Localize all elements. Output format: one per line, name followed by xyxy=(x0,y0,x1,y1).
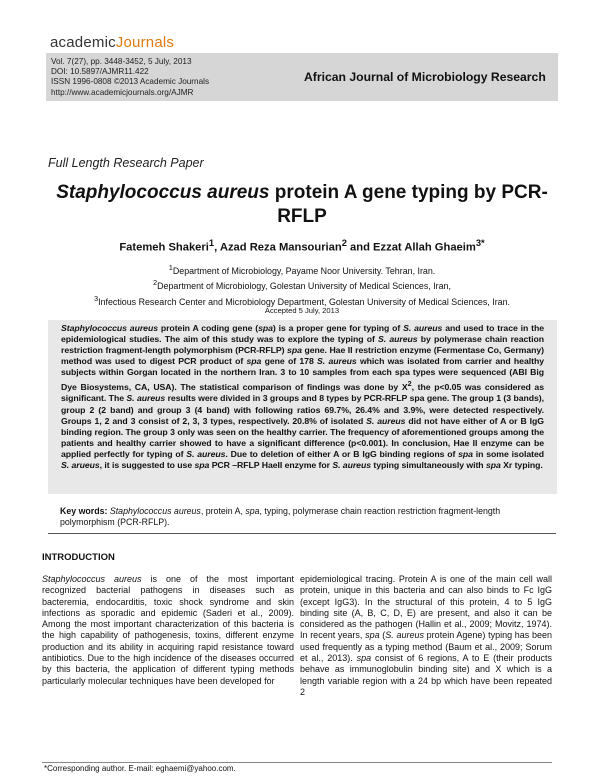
keywords-label: Key words: xyxy=(60,506,108,516)
affiliations xyxy=(48,262,556,308)
abstract-span: and used to trace in the epidemiological studies. The aim of this study was to explore the typing of xyxy=(61,323,544,345)
corresponding-author-footnote: *Corresponding author. E-mail: eghaemi@yahoo.com. xyxy=(44,764,236,773)
affiliation-sup: 1 xyxy=(168,263,173,272)
author-sup: 1 xyxy=(208,238,215,248)
author-name: , Azad Reza Mansourian xyxy=(214,241,342,254)
article-type: Full Length Research Paper xyxy=(48,156,204,170)
journal-name: African Journal of Microbiology Research xyxy=(304,70,546,84)
abstract-span: spa xyxy=(458,448,473,459)
body-span: ( xyxy=(379,630,386,641)
keywords xyxy=(60,506,548,528)
logo-text-journals: Journals xyxy=(115,34,175,51)
abstract-text xyxy=(48,320,557,471)
title-rest: protein A gene typing by PCR-RFLP xyxy=(269,182,548,227)
abstract-span: typing simultaneously with xyxy=(371,460,486,471)
affiliation-text: Department of Microbiology, Golestan University of Medical Sciences, Iran, xyxy=(157,281,451,292)
abstract-span: S. aureus xyxy=(378,334,418,345)
citation-url[interactable]: http://www.academicjournals.org/AJMR xyxy=(51,87,194,97)
abstract-span: S. aureus xyxy=(186,448,226,459)
affiliation-line xyxy=(48,262,556,277)
author-sup: 2 xyxy=(341,238,347,248)
journal-logo xyxy=(50,34,174,51)
abstract-span: Xr typing. xyxy=(500,460,543,471)
affiliation-sup: 2 xyxy=(153,278,158,288)
abstract-span: S. aureus xyxy=(317,356,357,367)
keyword-span: spa xyxy=(245,506,260,516)
accepted-date: Accepted 5 July, 2013 xyxy=(264,306,340,315)
author-list xyxy=(48,238,556,254)
abstract-box xyxy=(48,320,557,494)
abstract-span: , it is suggested to use xyxy=(99,460,195,471)
body-span: is one of the most important recognized bacterial pathogens in diseases such as bacteremia, endocarditis, toxic shock syndrome and skin infections as sporadic and epidemic (Saderi et al., 2009). Among the most important characterization of this bacteria is the high capability of pathogenesis, toxins, different enzyme production and its ability in acquiring rapid resistance toward antibiotics. Due to the high incidence of the diseases occurred by this bacteria, the application of different typing methods particularly molecular techniques have been developed for xyxy=(42,574,294,686)
abstract-span: gene of 178 xyxy=(261,356,318,367)
body-paragraph xyxy=(42,574,294,687)
body-span: spa xyxy=(356,653,372,664)
abstract-span: S. aureus xyxy=(366,415,406,426)
abstract-span: S. aureus xyxy=(332,460,371,471)
footnote-divider xyxy=(42,762,552,763)
citation-issn: ISSN 1996-0808 ©2013 Academic Journals xyxy=(51,77,210,87)
keyword-span: Staphylococcus aureus xyxy=(109,506,201,516)
body-column-right xyxy=(300,574,552,698)
body-paragraph xyxy=(300,574,552,698)
body-column-left xyxy=(42,574,294,687)
abstract-span: S. aureus xyxy=(126,393,166,404)
abstract-span: which was isolated from carrier and healthy subjects within Gorgan located in the northern Iran. 3 to 10 samples from each spa types were sequenced (ABI Big Dye Biosystems, CA, USA). The statistical comparison of findings was done by X xyxy=(61,356,544,393)
citation-volume: Vol. 7(27), pp. 3448-3452, 5 July, 2013 xyxy=(51,57,192,66)
abstract-span: results were divided in 3 groups and 8 types by PCR-RFLP spa gene. The group 1 (3 bands), group 2 (2 band) and group 3 (4 band) with following ratios 69.7%, 26.4% and 3.9%, were detected respectively. Groups 1, 2 and 3 consist of 2, 3, 3 types, respectively. 20.8% of isolated xyxy=(61,393,545,426)
author-sup: 3* xyxy=(475,238,485,248)
abstract-span: spa xyxy=(258,323,273,333)
author-name: and Ezzat Allah Ghaeim xyxy=(346,241,476,254)
citation-info xyxy=(51,57,209,98)
affiliation-sup: 3 xyxy=(93,293,99,303)
body-span: protein Agene) typing has been used frequently as a typing method (Baum et al., 2009; Sorum et al., 2013). xyxy=(300,630,553,664)
keyword-span: , protein A, xyxy=(200,506,246,516)
section-divider xyxy=(48,533,556,534)
citation-doi: DOI: 10.5897/AJMR11.422 xyxy=(51,67,149,77)
abstract-span: S. arueus xyxy=(61,460,100,471)
abstract-span: S. aureus xyxy=(403,323,443,333)
abstract-span: in some isolated xyxy=(472,448,545,459)
body-span: S. aureus xyxy=(385,630,424,641)
abstract-span: ) is a proper gene for typing of xyxy=(272,323,404,333)
body-span: consist of 6 regions, A to E (their products behave as immunoglobulin binding site) and X which is a length variable region with a 24 bp which have been repeated 2 xyxy=(300,653,552,697)
abstract-span: Staphylococcus aureus xyxy=(61,323,158,333)
abstract-span: spa xyxy=(485,460,501,471)
body-span: epidemiological tracing. Protein A is one of the main cell wall protein, unique in this bacteria and can also binds to Fc IgG (except IgG3). In the structural of this protein, 4 to 5 IgG binding site (A, B, C, D, E) are present, and also it can be considered as the pathogen (Hallin et al., 2009; Movitz, 1974). In recent years, xyxy=(300,574,552,641)
affiliation-line xyxy=(48,277,556,292)
abstract-span: spa xyxy=(287,345,302,356)
affiliation-text: Infectious Research Center and Microbiology Department, Golestan University of Medical Sciences, Iran. xyxy=(98,296,510,307)
author-name: Fatemeh Shakeri xyxy=(119,241,209,254)
abstract-span: , the p<0.05 was considered as significant. The xyxy=(61,382,544,404)
abstract-span: gene. Hae II restriction enzyme (Fermentase Co, Germany) method was used to digest PCR product of xyxy=(61,345,545,367)
abstract-span: spa xyxy=(194,460,210,471)
abstract-sup: 2 xyxy=(407,379,412,389)
affiliation-text: Department of Microbiology, Payame Noor University. Tehran, Iran. xyxy=(172,265,436,276)
abstract-span: PCR –RFLP HaeII enzyme for xyxy=(209,460,333,471)
logo-text-academic: academic xyxy=(50,34,116,51)
body-span: spa xyxy=(365,630,380,641)
abstract-span: . Due to deletion of either A or B IgG binding regions of xyxy=(225,448,459,459)
journal-header xyxy=(46,53,558,101)
body-span: Staphylococcus aureus xyxy=(42,574,142,584)
paper-title xyxy=(48,181,556,229)
abstract-span: by polymerase chain reaction restriction fragment-length polymorphism (PCR-RFLP) xyxy=(61,334,544,356)
abstract-span: spa xyxy=(246,356,262,367)
section-heading: INTRODUCTION xyxy=(42,552,115,563)
keyword-span: , typing, polymerase chain reaction restriction fragment-length polymorphism (PCR-RFLP). xyxy=(60,506,501,527)
abstract-span: protein A coding gene ( xyxy=(157,323,259,333)
abstract-span: did not have either of A or B IgG binding region. The group 3 only was seen on the healthy carrier. The frequency of aforementioned groups among the patients and healthy carrier showed to have a significant difference (p<0.001). In conclusion, Hae II enzyme can be applied perfectly for typing of xyxy=(61,415,544,459)
title-italic: Staphylococcus aureus xyxy=(56,182,270,203)
